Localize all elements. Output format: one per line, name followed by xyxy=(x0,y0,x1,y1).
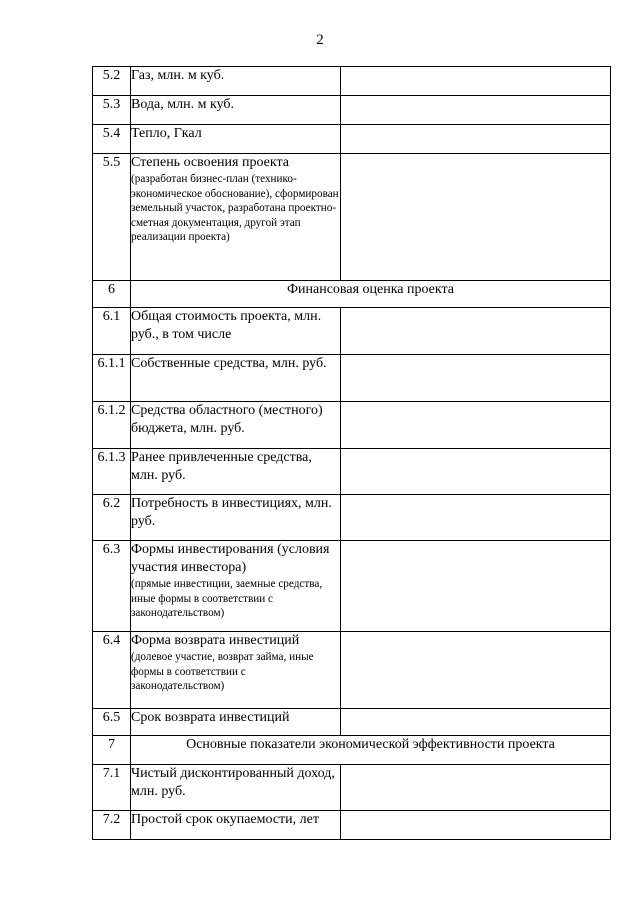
section-title: Финансовая оценка проекта xyxy=(131,281,611,308)
row-number: 6.5 xyxy=(93,709,131,736)
value-field[interactable] xyxy=(341,632,611,709)
row-label: Чистый дисконтированный доход, млн. руб. xyxy=(131,766,335,799)
row-number: 6.1.1 xyxy=(93,355,131,402)
row-number: 6.1 xyxy=(93,308,131,355)
table-row xyxy=(93,125,611,154)
value-field[interactable] xyxy=(341,541,611,632)
row-label-cell xyxy=(131,495,341,541)
row-number: 7.1 xyxy=(93,765,131,811)
value-field[interactable] xyxy=(341,495,611,541)
row-label: Средства областного (местного) бюджета, млн. руб. xyxy=(131,403,323,436)
row-label: Собственные средства, млн. руб. xyxy=(131,356,327,371)
table-row xyxy=(93,154,611,281)
table-row xyxy=(93,811,611,840)
row-label-cell xyxy=(131,154,341,281)
section-title: Основные показатели экономической эффективности проекта xyxy=(131,736,611,765)
row-note: (разработан бизнес-план (технико-экономическое обоснование), сформирован земельный участок, разработана проектно-сметная документация, другой этап реализации проекта) xyxy=(131,173,339,243)
row-number: 6.4 xyxy=(93,632,131,709)
row-number: 6 xyxy=(93,281,131,308)
row-label: Форма возврата инвестиций xyxy=(131,633,300,648)
value-field[interactable] xyxy=(341,96,611,125)
value-field[interactable] xyxy=(341,125,611,154)
table-row xyxy=(93,632,611,709)
page-number: 2 xyxy=(316,32,324,48)
row-label-cell xyxy=(131,67,341,96)
row-label-cell xyxy=(131,308,341,355)
table-row xyxy=(93,402,611,449)
row-label-cell xyxy=(131,709,341,736)
row-label: Тепло, Гкал xyxy=(131,126,202,141)
row-label: Срок возврата инвестиций xyxy=(131,710,290,725)
row-label: Степень освоения проекта xyxy=(131,155,289,170)
row-number: 6.1.2 xyxy=(93,402,131,449)
value-field[interactable] xyxy=(341,765,611,811)
row-label: Газ, млн. м куб. xyxy=(131,68,225,83)
table-row xyxy=(93,67,611,96)
section-header-row xyxy=(93,281,611,308)
row-note: (прямые инвестиции, заемные средства, иные формы в соответствии с законодательством) xyxy=(131,578,323,619)
row-label: Вода, млн. м куб. xyxy=(131,97,235,112)
row-label: Простой срок окупаемости, лет xyxy=(131,812,319,827)
row-number: 6.3 xyxy=(93,541,131,632)
row-label-cell xyxy=(131,632,341,709)
table-row xyxy=(93,355,611,402)
table-body xyxy=(93,67,611,840)
investment-project-table xyxy=(92,66,611,840)
table-row xyxy=(93,308,611,355)
row-label: Формы инвестирования (условия участия инвестора) xyxy=(131,542,330,575)
row-number: 7 xyxy=(93,736,131,765)
row-label-cell xyxy=(131,541,341,632)
table-row xyxy=(93,449,611,495)
row-label-cell xyxy=(131,449,341,495)
row-label-cell xyxy=(131,765,341,811)
row-number: 6.2 xyxy=(93,495,131,541)
row-label-cell xyxy=(131,355,341,402)
value-field[interactable] xyxy=(341,154,611,281)
value-field[interactable] xyxy=(341,449,611,495)
value-field[interactable] xyxy=(341,67,611,96)
row-label-cell xyxy=(131,811,341,840)
section-header-row xyxy=(93,736,611,765)
value-field[interactable] xyxy=(341,811,611,840)
value-field[interactable] xyxy=(341,308,611,355)
row-label-cell xyxy=(131,125,341,154)
table-row xyxy=(93,96,611,125)
row-label-cell xyxy=(131,402,341,449)
row-number: 6.1.3 xyxy=(93,449,131,495)
row-label: Ранее привлеченные средства, млн. руб. xyxy=(131,450,312,483)
row-number: 5.4 xyxy=(93,125,131,154)
table-row xyxy=(93,495,611,541)
row-number: 5.5 xyxy=(93,154,131,281)
row-number: 7.2 xyxy=(93,811,131,840)
row-note: (долевое участие, возврат займа, иные формы в соответствии с законодательством) xyxy=(131,651,314,692)
value-field[interactable] xyxy=(341,402,611,449)
value-field[interactable] xyxy=(341,709,611,736)
table-row xyxy=(93,709,611,736)
row-label-cell xyxy=(131,96,341,125)
row-label: Потребность в инвестициях, млн. руб. xyxy=(131,496,332,529)
row-label: Общая стоимость проекта, млн. руб., в том числе xyxy=(131,309,322,342)
row-number: 5.3 xyxy=(93,96,131,125)
value-field[interactable] xyxy=(341,355,611,402)
table-row xyxy=(93,765,611,811)
table-row xyxy=(93,541,611,632)
row-number: 5.2 xyxy=(93,67,131,96)
